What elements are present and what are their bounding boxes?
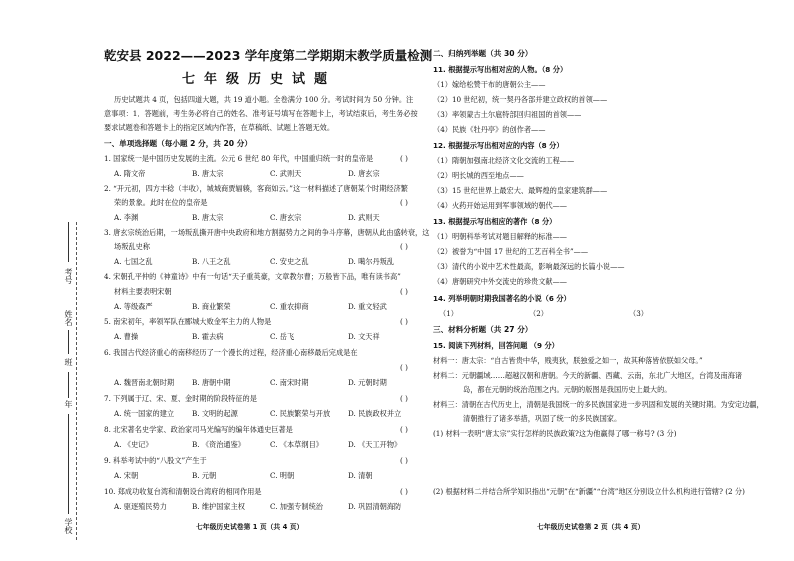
material-1: 材料一：唐太宗：“自古皆贵中华，贱夷狄，朕独爱之如一，故其种落皆依朕如父母。”: [433, 356, 703, 365]
q1-option-a[interactable]: A. 隋文帝: [114, 169, 146, 178]
q3-option-b[interactable]: B. 八王之乱: [192, 257, 231, 266]
q8-option-a[interactable]: A. 《史记》: [114, 440, 153, 449]
subquestion-2[interactable]: (2) 根据材料二并结合所学知识指出“元朝”在“新疆”“台湾”地区分别设立什么机构进行管辖? (2 分): [433, 487, 745, 496]
q2-option-a[interactable]: A. 李渊: [114, 213, 139, 222]
q6-option-c[interactable]: C. 南宋时期: [270, 378, 309, 387]
q8-option-b[interactable]: B. 《资治通鉴》: [192, 440, 245, 449]
q3-answer-blank[interactable]: ( ): [400, 242, 408, 251]
q10-answer-blank[interactable]: ( ): [400, 487, 408, 496]
q3-options: [114, 258, 426, 265]
q8-option-d[interactable]: D. 《天工开物》: [348, 440, 402, 449]
q2-answer-blank[interactable]: ( ): [400, 198, 408, 207]
binding-strip: [0, 0, 80, 561]
q6-option-a[interactable]: A. 魏晋南北朝时期: [114, 378, 175, 387]
q9-option-a[interactable]: A. 宋朝: [114, 471, 139, 480]
q4-option-b[interactable]: B. 商业繁荣: [192, 302, 231, 311]
q4-stem-2: 材料主要表明宋朝: [114, 287, 172, 296]
q4-option-d[interactable]: D. 重文轻武: [348, 302, 387, 311]
q8-option-c[interactable]: C. 《本草纲目》: [270, 440, 323, 449]
q2-options: [114, 214, 426, 221]
q10-stem: 10. 郑成功收复台湾和清朝设台湾府的相同作用是: [104, 487, 262, 496]
binding-dashed-line: [76, 222, 77, 540]
q12-item-4[interactable]: （4）火药开始运用到军事领域的朝代——: [433, 201, 567, 210]
material-3-line-2: 清朝推行了诸多举措，巩固了统一的多民族国家。: [463, 414, 622, 423]
q11-item-4[interactable]: （4）民族《牡丹亭》的创作者——: [433, 125, 546, 134]
q9-option-b[interactable]: B. 元朝: [192, 471, 217, 480]
q13-item-1[interactable]: （1）明朝科举考试对题目解释的标准——: [433, 232, 567, 241]
q7-answer-blank[interactable]: ( ): [400, 394, 408, 403]
q6-stem: 6. 我国古代经济重心的南移经历了一个漫长的过程，经济重心南移最后完成是在: [104, 348, 358, 357]
name-label: 姓名: [64, 310, 73, 326]
q2-option-d[interactable]: D. 武则天: [348, 213, 380, 222]
exam-no-line: [68, 222, 69, 262]
q5-option-b[interactable]: B. 霍去病: [192, 332, 224, 341]
q9-option-c[interactable]: C. 明朝: [270, 471, 295, 480]
q5-option-c[interactable]: C. 岳飞: [270, 332, 295, 341]
q9-options: [114, 472, 426, 479]
q1-option-b[interactable]: B. 唐太宗: [192, 169, 224, 178]
q12-item-1[interactable]: （1）隋朝加强南北经济文化交流的工程——: [433, 156, 575, 165]
exam-title: 乾安县 2022——2023 学年度第二学期期末教学质量检测: [104, 48, 433, 63]
q11-stem: 11. 根据提示写出相对应的人物。（8 分）: [433, 65, 568, 74]
q1-options: [114, 170, 426, 177]
q5-stem: 5. 南宋初年，率领军队在郾城大败金军主力的人物是: [104, 317, 272, 326]
q9-option-d[interactable]: D. 清朝: [348, 471, 373, 480]
q1-option-c[interactable]: C. 武则天: [270, 169, 302, 178]
q11-item-2[interactable]: （2）10 世纪初，统一契丹各部并建立政权的首领——: [433, 95, 608, 104]
school-line: [68, 414, 69, 514]
q5-option-d[interactable]: D. 文天祥: [348, 332, 380, 341]
q4-stem-1: 4. 宋朝孔平仲的《神童诗》中有一句话“天子重英豪，文章教尔曹；万般皆下品，唯有读书高”: [104, 272, 401, 281]
q1-option-d[interactable]: D. 唐玄宗: [348, 169, 380, 178]
exam-no-label: 考号: [64, 268, 73, 284]
q3-option-c[interactable]: C. 安史之乱: [270, 257, 309, 266]
material-2-line-1: 材料二：元朝疆域……超越汉朝和唐朝。今天的新疆、西藏、云南，东北广大地区，台湾及南海诸: [433, 371, 743, 380]
q3-stem-2: 场叛乱史称: [114, 242, 150, 251]
q13-item-4[interactable]: （4）唐朝研究中外交流史的珍贵文献——: [433, 277, 567, 286]
q4-option-a[interactable]: A. 等级森严: [114, 302, 153, 311]
q5-answer-blank[interactable]: ( ): [400, 317, 408, 326]
section-2-heading: 二、归纳列举题（共 30 分）: [433, 49, 533, 58]
q11-item-1[interactable]: （1）嫁给松赞干布的唐朝公主——: [433, 80, 546, 89]
q2-stem-1: 2. “开元初，四方丰稔（丰收），城城商贾辐辏，客商如云。”这一材料描述了唐朝某个时期经济繁: [104, 184, 408, 193]
q7-option-a[interactable]: A. 统一国家的建立: [114, 409, 175, 418]
q13-item-3[interactable]: （3）清代的小说中艺术性最高，影响最深远的长篇小说——: [433, 262, 625, 271]
q14-blank-2[interactable]: （2）: [529, 309, 548, 318]
q9-answer-blank[interactable]: ( ): [400, 456, 408, 465]
q5-option-a[interactable]: A. 曹操: [114, 332, 139, 341]
q10-option-c[interactable]: C. 加强专制统治: [270, 502, 323, 511]
q3-option-d[interactable]: D. 噶尔丹叛乱: [348, 257, 395, 266]
q6-answer-blank[interactable]: ( ): [400, 363, 408, 372]
grade-label: 年: [64, 400, 73, 408]
q8-answer-blank[interactable]: ( ): [400, 425, 408, 434]
exam-subtitle: 七年级历史试题: [182, 72, 337, 87]
q9-stem: 9. 科举考试中的“八股文”产生于: [104, 456, 207, 465]
q7-option-b[interactable]: B. 文明的起源: [192, 409, 238, 418]
q4-answer-blank[interactable]: ( ): [400, 287, 408, 296]
q10-options: [114, 503, 426, 510]
q13-stem: 13. 根据提示写出相应的著作（8 分）: [433, 217, 557, 226]
q3-stem-1: 3. 唐玄宗统治后期，一场叛乱撕开唐中央政府和地方割据势力之间的争斗序幕，唐朝从此由盛转衰，这: [104, 228, 430, 237]
q5-options: [114, 333, 426, 340]
q1-stem: 1. 国家统一是中国历史发展的主流。公元 6 世纪 80 年代，中国重归统一时的皇帝是: [104, 154, 374, 163]
section-3-heading: 三、材料分析题（共 27 分）: [433, 325, 533, 334]
q12-stem: 12. 根据提示写出相对应的内容（8 分）: [433, 141, 564, 150]
q3-option-a[interactable]: A. 七国之乱: [114, 257, 153, 266]
subquestion-1[interactable]: (1) 材料一表明“唐太宗”实行怎样的民族政策?这为他赢得了哪一称号? (3 分): [433, 429, 677, 438]
q2-stem-2: 荣的景象。此时在位的皇帝是: [114, 198, 208, 207]
q2-option-c[interactable]: C. 唐玄宗: [270, 213, 302, 222]
material-2-line-2: 岛，都在元朝的统治范围之内。元朝的版图是我国历史上最大的。: [463, 385, 672, 394]
q6-options: [114, 379, 426, 386]
page-2-footer: 七年级历史试卷第 2 页（共 4 页）: [537, 523, 645, 531]
q10-option-b[interactable]: B. 维护国家主权: [192, 502, 245, 511]
q12-item-2[interactable]: （2）明长城的西至地点——: [433, 171, 524, 180]
q8-stem: 8. 北宋著名史学家、政治家司马光编写的编年体通史巨著是: [104, 425, 293, 434]
q10-option-a[interactable]: A. 驱逐殖民势力: [114, 502, 167, 511]
page-1-footer: 七年级历史试卷第 1 页（共 4 页）: [196, 523, 304, 531]
instructions-line-3: 要求试题卷和答题卡上的指定区域内作答，在草稿纸、试题上答题无效。: [104, 123, 335, 132]
q15-stem: 15. 阅读下列材料，回答问题 （9 分）: [433, 341, 559, 350]
q7-options: [114, 410, 426, 417]
q7-stem: 7. 下列属于辽、宋、夏、金时期的阶段特征的是: [104, 394, 257, 403]
q6-option-b[interactable]: B. 唐朝中期: [192, 378, 231, 387]
q10-option-d[interactable]: D. 巩固清朝海防: [348, 502, 402, 511]
class-label: 班: [64, 358, 73, 366]
q6-option-d[interactable]: D. 元朝时期: [348, 378, 387, 387]
q12-item-3[interactable]: （3）15 世纪世界上最宏大、最辉煌的皇家建筑群——: [433, 186, 608, 195]
instructions-line-2: 意事项：1．答题前，考生务必将自己的姓名、准考证号填写在答题卡上，考试结束后，考生务必按: [104, 109, 418, 118]
name-line: [68, 330, 69, 354]
q7-option-c[interactable]: C. 民族繁荣与开放: [270, 409, 331, 418]
q4-options: [114, 303, 426, 310]
section-1-heading: 一、单项选择题（每小题 2 分，共 20 分）: [104, 139, 252, 148]
q4-option-c[interactable]: C. 重农抑商: [270, 302, 309, 311]
material-3-line-1: 材料三：清朝在古代历史上，清朝是我国统一的多民族国家进一步巩固和发展的关键时期。为安定边疆，: [433, 400, 764, 409]
q14-stem: 14. 列举明朝时期我国著名的小说（6 分）: [433, 294, 571, 303]
q14-blank-1[interactable]: （1）: [439, 309, 458, 318]
q1-answer-blank[interactable]: ( ): [400, 154, 408, 163]
instructions-line-1: 历史试题共 4 页，包括四道大题，共 19 道小题。全卷满分 100 分。考试时间为 50 分钟。注: [114, 95, 414, 104]
q11-item-3[interactable]: （3）率领蒙古土尔扈特部回归祖国的首领——: [433, 110, 582, 119]
school-label: 学校: [64, 518, 73, 534]
q8-options: [114, 441, 426, 448]
q13-item-2[interactable]: （2）被誉为“中国 17 世纪的工艺百科全书”——: [433, 247, 589, 256]
q14-blank-3[interactable]: （3）: [629, 309, 648, 318]
q7-option-d[interactable]: D. 民族政权并立: [348, 409, 402, 418]
class-line: [68, 372, 69, 398]
q2-option-b[interactable]: B. 唐太宗: [192, 213, 224, 222]
